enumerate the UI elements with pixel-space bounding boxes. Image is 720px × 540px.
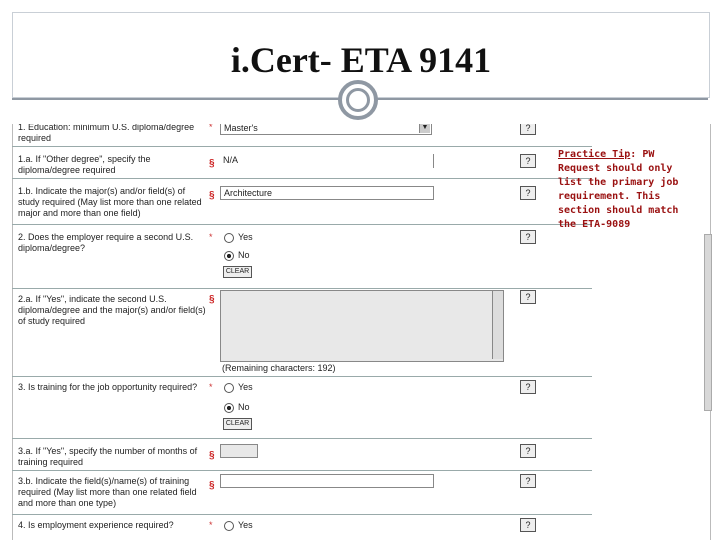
practice-tip	[558, 148, 690, 232]
practice-tip-body: PW Request should only list the primary job requirement. This section should match the ETA-9089	[558, 149, 679, 230]
training-months-label: 3.a. If "Yes", specify the number of months of training required	[18, 446, 198, 467]
help-button[interactable]: ?	[520, 154, 536, 168]
required-marker: *	[209, 232, 213, 242]
form-row-experience	[12, 516, 592, 540]
radio-no[interactable]: No	[224, 402, 250, 413]
remaining-characters: (Remaining characters: 192)	[222, 363, 336, 373]
conditional-marker: §	[209, 450, 215, 461]
practice-tip-colon: :	[630, 149, 637, 160]
scrollbar-thumb[interactable]	[704, 234, 712, 411]
experience-label: 4. Is employment experience required?	[18, 520, 174, 530]
second-degree-textarea[interactable]	[220, 290, 504, 362]
slide-title: i.Cert- ETA 9141	[230, 40, 492, 80]
help-button[interactable]: ?	[520, 444, 536, 458]
chevron-down-icon: ▼	[419, 124, 430, 133]
radio-yes[interactable]: Yes	[224, 520, 253, 531]
form-row-other-degree	[12, 148, 592, 179]
other-degree-input[interactable]: N/A	[220, 154, 434, 168]
help-button[interactable]: ?	[520, 474, 536, 488]
conditional-marker: §	[209, 294, 215, 305]
education-select[interactable]	[220, 124, 432, 135]
other-degree-label: 1.a. If "Other degree", specify the diploma/degree required	[18, 154, 151, 175]
form-row-training	[12, 378, 592, 439]
conditional-marker: §	[209, 480, 215, 491]
major-input[interactable]: Architecture	[220, 186, 434, 200]
form-row-second-degree	[12, 226, 592, 289]
help-button[interactable]: ?	[520, 230, 536, 244]
form-row-second-degree-detail	[12, 290, 592, 377]
help-button[interactable]: ?	[520, 290, 536, 304]
form-row-education	[12, 124, 592, 147]
practice-tip-heading: Practice Tip	[558, 149, 631, 160]
required-marker: *	[209, 382, 213, 392]
conditional-marker: §	[209, 190, 215, 201]
second-degree-label: 2. Does the employer require a second U.S. diploma/degree?	[18, 232, 194, 253]
form-row-major	[12, 180, 592, 225]
training-field-label: 3.b. Indicate the field(s)/name(s) of training required (May list more than one related field and more than one type)	[18, 476, 197, 508]
help-button[interactable]: ?	[520, 518, 536, 532]
second-degree-detail-label: 2.a. If "Yes", indicate the second U.S. diploma/degree and the major(s) and/or field(s) of study required	[18, 294, 206, 326]
radio-yes[interactable]: Yes	[224, 232, 253, 243]
training-months-input[interactable]	[220, 444, 258, 458]
required-marker: *	[209, 124, 213, 132]
major-label: 1.b. Indicate the major(s) and/or field(s) of study required (May list more than one related major and more than one field)	[18, 186, 202, 218]
training-field-input[interactable]	[220, 474, 434, 488]
training-label: 3. Is training for the job opportunity required?	[18, 382, 198, 392]
education-select-value: Master's	[224, 124, 258, 133]
radio-yes[interactable]: Yes	[224, 382, 253, 393]
textarea-scrollbar[interactable]	[492, 291, 503, 359]
required-marker: *	[209, 520, 213, 530]
clear-button[interactable]: CLEAR	[223, 266, 252, 278]
form-row-training-field	[12, 472, 592, 515]
education-label: 1. Education: minimum U.S. diploma/degree required	[18, 124, 195, 143]
clear-button[interactable]: CLEAR	[223, 418, 252, 430]
form-row-training-months	[12, 440, 592, 471]
help-button[interactable]: ?	[520, 124, 536, 135]
help-button[interactable]: ?	[520, 380, 536, 394]
help-button[interactable]: ?	[520, 186, 536, 200]
circle-ornament-icon	[338, 80, 378, 120]
conditional-marker: §	[209, 158, 215, 169]
radio-no[interactable]: No	[224, 250, 250, 261]
